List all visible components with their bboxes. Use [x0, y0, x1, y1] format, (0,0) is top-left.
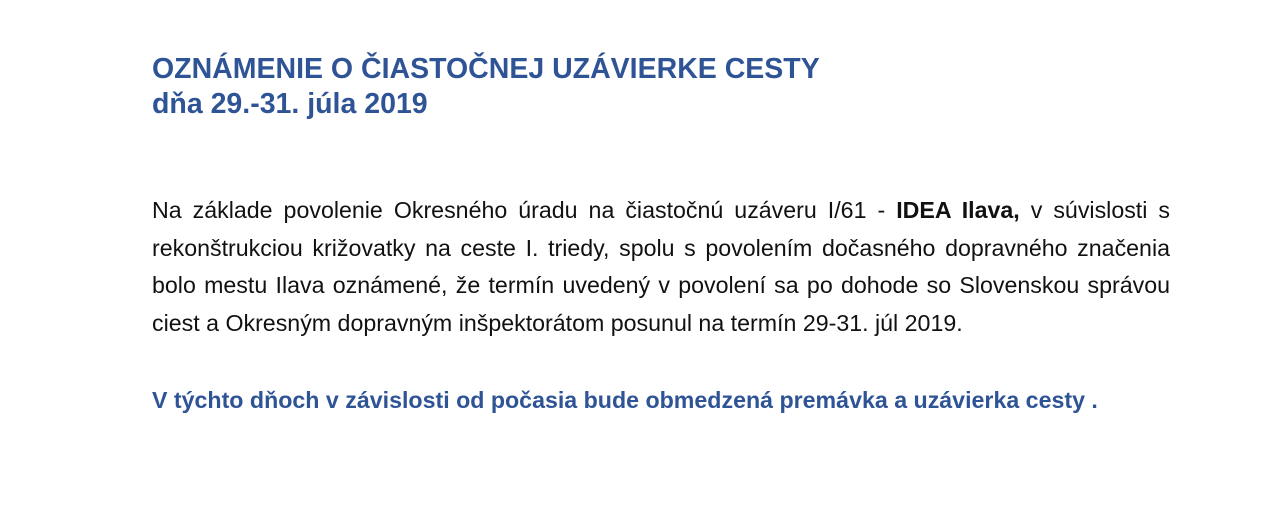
title-line-2-date: dňa 29.-31. júla 2019 — [152, 88, 428, 120]
announcement-document — [152, 52, 1170, 420]
body-text-part-1: Na základe povolenie Okresného úradu na čiastočnú uzáveru I/61 - — [152, 197, 897, 223]
title-line-1: OZNÁMENIE O ČIASTOČNEJ UZÁVIERKE CESTY — [152, 53, 820, 85]
body-text-company: IDEA Ilava, — [896, 197, 1020, 223]
body-text-part-2: v súvislosti s rekonštrukciou križovatky na ceste I. triedy, spolu s povolením dočasného dopravného značenia bolo mestu Ilava oznámené, že termín uvedený v povolení sa po dohode so Slovenskou správou ciest a Okresným dopravným inšpektorátom posunul na termín 29-31. júl 2019. — [152, 197, 1170, 336]
announcement-body — [152, 192, 1170, 342]
traffic-notice: V týchto dňoch v závislosti od počasia bude obmedzená premávka a uzávierka cesty . — [152, 387, 1098, 413]
announcement-title — [152, 52, 1170, 122]
